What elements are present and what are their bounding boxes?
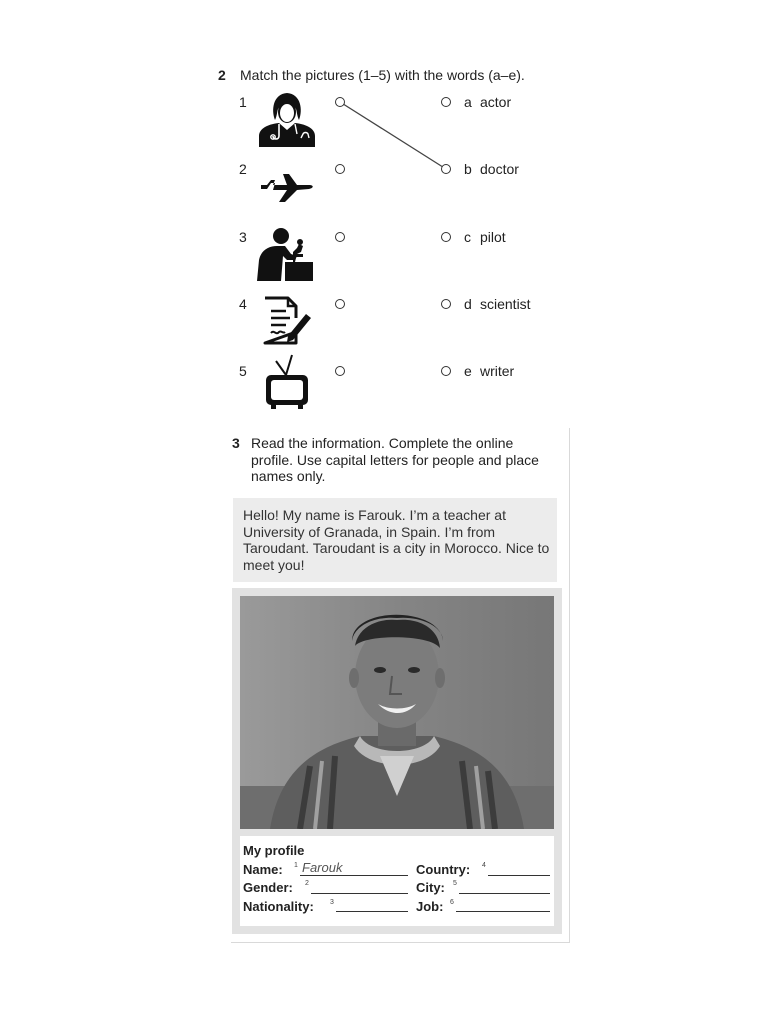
picture-4-match-circle[interactable] xyxy=(335,299,345,309)
word-pilot: pilot xyxy=(480,229,506,245)
job-field[interactable] xyxy=(456,911,550,912)
picture-1-match-circle[interactable] xyxy=(335,97,345,107)
word-a-match-circle[interactable] xyxy=(441,97,451,107)
job-label: Job: xyxy=(416,899,444,914)
doctor-icon xyxy=(257,90,317,148)
gender-field[interactable] xyxy=(311,893,408,894)
exercise-3-number: 3 xyxy=(232,435,240,451)
word-b-match-circle[interactable] xyxy=(441,164,451,174)
country-field[interactable] xyxy=(488,875,550,876)
city-field[interactable] xyxy=(459,893,550,894)
word-letter-b: b xyxy=(464,161,472,177)
exercise-3-instruction: Read the information. Complete the online profile. Use capital letters for people and place names only. xyxy=(251,435,539,484)
document-pencil-icon xyxy=(262,296,314,346)
airplane-icon xyxy=(259,172,315,208)
word-letter-e: e xyxy=(464,363,472,379)
name-answer: Farouk xyxy=(302,860,343,875)
item-number-3: 3 xyxy=(239,229,247,245)
item-number-5: 5 xyxy=(239,363,247,379)
city-number: 5 xyxy=(453,880,457,887)
name-field[interactable] xyxy=(300,875,408,876)
exercise-2-instruction: Match the pictures (1–5) with the words (a–e). xyxy=(240,67,525,83)
city-label: City: xyxy=(416,880,445,895)
picture-3-match-circle[interactable] xyxy=(335,232,345,242)
gender-label: Gender: xyxy=(243,880,293,895)
country-label: Country: xyxy=(416,862,471,877)
name-label: Name: xyxy=(243,862,283,877)
television-icon xyxy=(262,353,312,411)
nationality-label: Nationality: xyxy=(243,899,314,914)
nationality-field[interactable] xyxy=(336,911,408,912)
picture-2-match-circle[interactable] xyxy=(335,164,345,174)
word-letter-a: a xyxy=(464,94,472,110)
job-number: 6 xyxy=(450,899,454,906)
gender-number: 2 xyxy=(305,880,309,887)
profile-title: My profile xyxy=(243,843,305,858)
nationality-number: 3 xyxy=(330,899,334,906)
word-actor: actor xyxy=(480,94,512,110)
picture-5-match-circle[interactable] xyxy=(335,366,345,376)
name-number: 1 xyxy=(294,862,298,869)
word-writer: writer xyxy=(480,363,515,379)
word-e-match-circle[interactable] xyxy=(441,366,451,376)
item-number-1: 1 xyxy=(239,94,247,110)
item-number-2: 2 xyxy=(239,161,247,177)
word-letter-c: c xyxy=(464,229,471,245)
word-letter-d: d xyxy=(464,296,472,312)
profile-photo xyxy=(240,596,554,829)
word-c-match-circle[interactable] xyxy=(441,232,451,242)
word-d-match-circle[interactable] xyxy=(441,299,451,309)
item-number-4: 4 xyxy=(239,296,247,312)
scientist-icon xyxy=(255,224,317,282)
word-scientist: scientist xyxy=(480,296,531,312)
exercise-2-number: 2 xyxy=(218,67,226,83)
country-number: 4 xyxy=(482,862,486,869)
word-doctor: doctor xyxy=(480,161,519,177)
info-text: Hello! My name is Farouk. I’m a teacher at University of Granada, in Spain. I’m from Taroudant. Taroudant is a city in Morocco. Nice to meet you! xyxy=(243,507,550,573)
